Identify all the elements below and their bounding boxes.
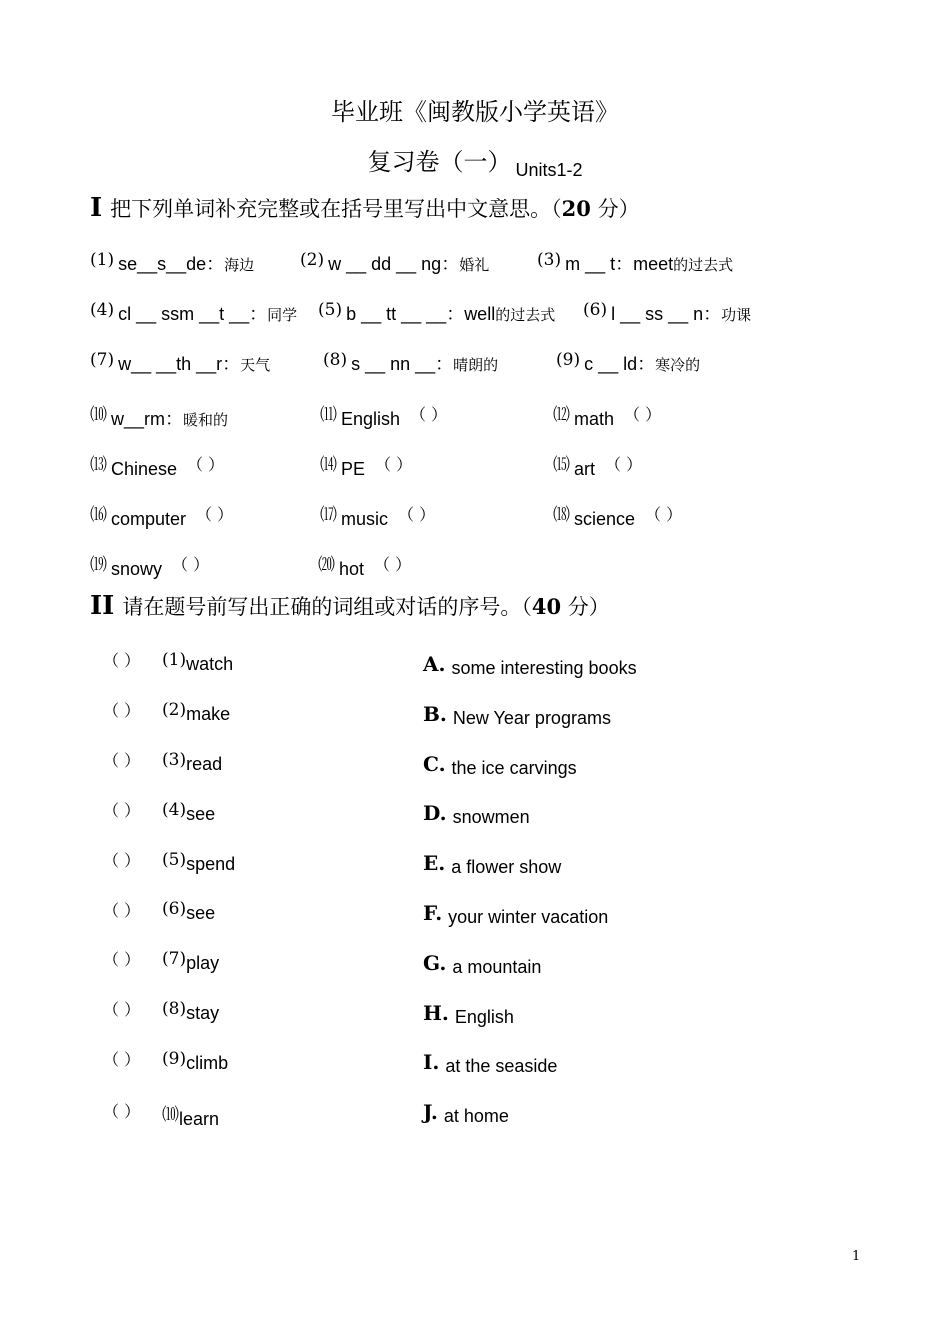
document-subtitle: [0, 142, 950, 181]
item-meaning: 寒冷的: [655, 356, 701, 374]
option-text: at the seaside: [445, 1056, 558, 1076]
section-2-heading: [90, 591, 610, 621]
item-number: (5): [318, 300, 343, 320]
answer-parentheses: （ ）: [172, 555, 210, 574]
item-number: ⒇: [318, 555, 335, 575]
item-number: (8): [323, 350, 348, 370]
section-2-points: 40: [531, 594, 562, 619]
fill-item-20: [318, 550, 411, 580]
item-colon: ：: [206, 254, 225, 274]
answer-parentheses: （ ）: [196, 505, 234, 524]
match-item-1: [162, 650, 233, 675]
option-letter: B.: [423, 702, 447, 726]
item-word: c __ ld: [584, 354, 638, 374]
match-option-f: [423, 901, 608, 928]
section-2-points-suffix: 分）: [561, 595, 610, 619]
item-colon: ：: [435, 354, 454, 374]
match-option-i: [423, 1050, 557, 1077]
match-item-7: [162, 949, 219, 974]
option-letter: J.: [423, 1100, 438, 1124]
item-number: (7): [162, 949, 187, 969]
match-item-3: [162, 750, 222, 775]
item-colon: ：: [615, 254, 634, 274]
fill-item-10: [90, 400, 228, 431]
item-meaning: 暖和的: [183, 411, 229, 429]
item-word: w__rm: [111, 409, 166, 429]
option-text: a flower show: [451, 857, 562, 877]
option-letter: F.: [423, 901, 443, 925]
fill-item-19: [90, 550, 209, 580]
item-word: b __ tt __ __: [346, 304, 447, 324]
document-title: 毕业班《闽教版小学英语》: [331, 98, 619, 126]
item-word: m __ t: [565, 254, 616, 274]
item-colon: ：: [446, 304, 465, 324]
item-meaning: 的过去式: [673, 256, 734, 274]
fill-item-5: [318, 300, 555, 326]
match-option-d: [423, 801, 530, 828]
item-number: ⒃: [90, 505, 107, 525]
answer-parentheses: （ ）: [103, 1102, 141, 1121]
option-text: a mountain: [452, 957, 542, 977]
section-1-heading: [90, 193, 640, 223]
answer-parentheses: （ ）: [103, 651, 141, 670]
option-letter: I.: [423, 1050, 440, 1074]
answer-parentheses: （ ）: [187, 455, 225, 474]
item-number: (2): [162, 700, 187, 720]
item-meaning: 同学: [267, 306, 298, 324]
fill-item-15: [553, 450, 642, 480]
item-number: (3): [162, 750, 187, 770]
option-text: your winter vacation: [448, 907, 609, 927]
option-letter: E.: [423, 851, 446, 875]
item-number: (3): [537, 250, 562, 270]
page-number: 1: [852, 1249, 861, 1264]
item-word: learn: [179, 1109, 220, 1129]
answer-parentheses: （ ）: [375, 455, 413, 474]
item-colon: ：: [249, 304, 268, 324]
item-number: ⒄: [320, 505, 337, 525]
item-word: spend: [186, 854, 236, 874]
match-item-5: [162, 850, 235, 875]
section-1-points: 20: [561, 196, 591, 221]
answer-parentheses: （ ）: [103, 901, 141, 920]
item-number: (6): [583, 300, 608, 320]
answer-parentheses: （ ）: [103, 851, 141, 870]
item-word: se__s__de: [118, 254, 207, 274]
answer-parentheses: （ ）: [103, 1050, 141, 1069]
item-number: ⑾: [320, 405, 337, 425]
item-meaning: 天气: [240, 356, 271, 374]
item-word: snowy: [111, 559, 163, 579]
fill-item-11: [320, 400, 447, 430]
fill-item-8: [323, 350, 498, 376]
match-option-a: [423, 652, 637, 679]
match-item-10: [162, 1100, 219, 1130]
fill-item-6: [583, 300, 751, 326]
item-meaning: 婚礼: [459, 256, 490, 274]
section-1-instruction: 把下列单词补充完整或在括号里写出中文意思。（: [110, 197, 562, 221]
fill-item-7: [90, 350, 270, 376]
item-number: (2): [300, 250, 325, 270]
item-word: make: [186, 704, 231, 724]
item-word: English: [341, 409, 401, 429]
item-word: PE: [341, 459, 366, 479]
item-word: see: [186, 903, 216, 923]
item-word: math: [574, 409, 615, 429]
section-2-roman: II: [90, 591, 115, 621]
item-colon: ：: [637, 354, 656, 374]
item-meaning: 的过去式: [495, 306, 556, 324]
item-number: (7): [90, 350, 115, 370]
item-number: (8): [162, 999, 187, 1019]
answer-parentheses: （ ）: [645, 505, 683, 524]
section-1-points-suffix: 分）: [590, 197, 640, 221]
fill-item-3: [537, 250, 733, 276]
subtitle-units: Units1-2: [515, 160, 583, 180]
item-word: w __ dd __ ng: [328, 254, 442, 274]
answer-parentheses: （ ）: [398, 505, 436, 524]
option-text: the ice carvings: [451, 758, 577, 778]
fill-item-17: [320, 500, 435, 530]
item-number: (9): [556, 350, 581, 370]
item-number: (4): [162, 800, 187, 820]
item-word: l __ ss __ n: [611, 304, 704, 324]
item-word: stay: [186, 1003, 220, 1023]
subtitle-text: 复习卷（一）: [367, 148, 512, 176]
item-word: hot: [339, 559, 365, 579]
answer-parentheses: （ ）: [103, 1000, 141, 1019]
item-number: (1): [90, 250, 115, 270]
item-word: read: [186, 754, 223, 774]
match-item-2: [162, 700, 230, 725]
item-meaning: 海边: [224, 256, 255, 274]
match-item-9: [162, 1049, 228, 1074]
item-number: ⒀: [90, 455, 107, 475]
item-colon: ：: [222, 354, 241, 374]
option-letter: A.: [423, 652, 446, 676]
item-word: w__ __th __r: [118, 354, 223, 374]
match-option-h: [423, 1001, 514, 1028]
item-colon: ：: [441, 254, 460, 274]
match-option-c: [423, 752, 577, 779]
fill-item-12: [553, 400, 661, 430]
option-text: snowmen: [452, 807, 530, 827]
option-text: English: [454, 1007, 514, 1027]
fill-item-18: [553, 500, 682, 530]
option-letter: H.: [423, 1001, 449, 1025]
item-word: science: [574, 509, 636, 529]
answer-parentheses: （ ）: [605, 455, 643, 474]
item-colon: ：: [165, 409, 184, 429]
item-number: ⒂: [553, 455, 570, 475]
item-word: cl __ ssm __t __: [118, 304, 250, 324]
option-text: some interesting books: [451, 658, 637, 678]
match-option-e: [423, 851, 561, 878]
item-number: (6): [162, 899, 187, 919]
item-number: (9): [162, 1049, 187, 1069]
item-word: music: [341, 509, 389, 529]
item-word: Chinese: [111, 459, 178, 479]
item-number: ⒁: [320, 455, 337, 475]
answer-parentheses: （ ）: [103, 950, 141, 969]
item-hint-word: meet: [633, 254, 674, 274]
item-word: climb: [186, 1053, 229, 1073]
match-item-4: [162, 800, 215, 825]
option-text: at home: [443, 1106, 509, 1126]
option-letter: C.: [423, 752, 446, 776]
option-letter: D.: [423, 801, 447, 825]
section-2-instruction: 请在题号前写出正确的词组或对话的序号。（: [122, 595, 532, 619]
fill-item-4: [90, 300, 297, 326]
item-number: (4): [90, 300, 115, 320]
answer-parentheses: （ ）: [103, 801, 141, 820]
item-number: (1): [162, 650, 187, 670]
fill-item-16: [90, 500, 233, 530]
item-number: ⒅: [553, 505, 570, 525]
item-meaning: 晴朗的: [453, 356, 499, 374]
item-word: computer: [111, 509, 187, 529]
item-colon: ：: [703, 304, 722, 324]
item-number: ⑿: [553, 405, 570, 425]
item-word: see: [186, 804, 216, 824]
answer-parentheses: （ ）: [103, 701, 141, 720]
item-hint-word: well: [464, 304, 496, 324]
option-letter: G.: [423, 951, 447, 975]
item-word: watch: [186, 654, 234, 674]
match-option-j: [423, 1100, 509, 1127]
item-number: ⒆: [90, 555, 107, 575]
match-option-g: [423, 951, 541, 978]
item-word: play: [186, 953, 220, 973]
answer-parentheses: （ ）: [410, 405, 448, 424]
item-word: s __ nn __: [351, 354, 436, 374]
item-number: (5): [162, 850, 187, 870]
item-meaning: 功课: [721, 306, 752, 324]
item-number: ⑽: [90, 405, 107, 425]
answer-parentheses: （ ）: [374, 555, 412, 574]
fill-item-14: [320, 450, 412, 480]
option-text: New Year programs: [452, 708, 611, 728]
item-word: art: [574, 459, 596, 479]
section-1-roman: I: [90, 193, 103, 223]
fill-item-1: [90, 250, 254, 276]
fill-item-9: [556, 350, 700, 376]
match-item-6: [162, 899, 215, 924]
fill-item-2: [300, 250, 489, 276]
match-item-8: [162, 999, 219, 1024]
fill-item-13: [90, 450, 224, 480]
answer-parentheses: （ ）: [103, 751, 141, 770]
answer-parentheses: （ ）: [624, 405, 662, 424]
match-option-b: [423, 702, 611, 729]
item-number: ⑽: [162, 1105, 179, 1125]
